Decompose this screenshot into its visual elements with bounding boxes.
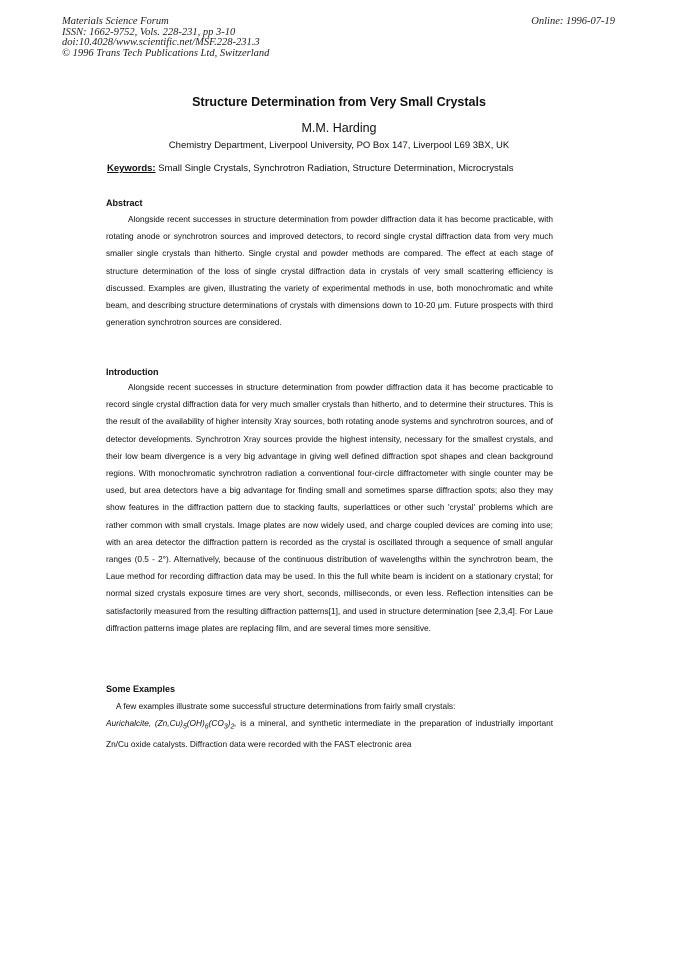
introduction-body [106, 379, 553, 637]
examples-body [106, 698, 553, 753]
examples-intro: A few examples illustrate some successful structure determinations from fairly small crystals: [116, 701, 456, 711]
journal-name: Materials Science Forum [62, 16, 169, 27]
keywords-text: Small Single Crystals, Synchrotron Radiation, Structure Determination, Microcrystals [158, 163, 514, 174]
copyright-line: © 1996 Trans Tech Publications Ltd, Switzerland [62, 47, 270, 59]
introduction-text: Alongside recent successes in structure determination from powder diffraction data it has become practicable to record single crystal diffraction data for very much smaller crystals than hitherto, and to determine their structures. This is the result of the availability of higher intensity Xray sources, both rotating anode systems and synchrotron sources, and of detector developments. Synchrotron Xray sources provide the highest intensity, necessary for the smallest crystals, and their low beam divergence is a very big advantage in giving well defined diffraction spot shapes and clean background regions. With monochromatic synchrotron radiation a conventional four-circle diffractometer with single counter may be used, but area detectors have a big advantage for finding small and sometimes sparse diffraction spots; also they may show features in the diffraction pattern due to stacking faults, superlattices or other such 'crystal' problems which are rather common with small crystals. Image plates are now widely used, and charge coupled devices are coming into use; with an area detector the diffraction pattern is recorded as the crystal is oscillated through a sequence of small angular ranges (0.5 - 2°). Alternatively, because of the continuous distribution of wavelengths within the synchrotron beam, the Laue method for recording diffraction data may be used. In this the full white beam is incident on a stationary crystal; for normal sized crystals exposure times are very short, seconds, milliseconds, or even less. Reflection intensities can be satisfactorily measured from the resulting diffraction patterns[1], and used in structure determination [see 2,3,4]. For Laue diffraction patterns image plates are replacing film, and are several times more sensitive. [106, 382, 553, 633]
author-name: M.M. Harding [301, 121, 377, 135]
author-affiliation: Chemistry Department, Liverpool University, PO Box 147, Liverpool L69 3BX, UK [168, 140, 510, 151]
examples-heading: Some Examples [106, 684, 176, 694]
introduction-heading: Introduction [106, 367, 159, 377]
abstract-text: Alongside recent successes in structure determination from powder diffraction data it has become practicable, with rotating anode or synchrotron sources and improved detectors, to record single crystal diffraction data from very much smaller single crystals than hitherto. Single crystal and powder methods are compared. The effect at each stage of structure determination of the loss of single crystal diffraction data in crystals of very small scattering efficiency is discussed. Examples are given, illustrating the variety of experimental methods in use, both monochromatic and white beam, and describing structure determinations of crystals with dimensions down to 10-20 μm. Future prospects with third generation synchrotron sources are considered. [106, 214, 553, 328]
mineral-name: Aurichalcite, [106, 718, 152, 729]
examples-text: is a mineral, and synthetic intermediate in the preparation of industrially important Zn/Cu oxide catalysts. Diffraction data were recorded with the FAST electronic area [106, 718, 553, 750]
paper-title: Structure Determination from Very Small Crystals [192, 95, 486, 109]
online-date: Online: 1996-07-19 [531, 16, 615, 27]
keywords-line [107, 163, 514, 174]
keywords-label: Keywords: [107, 163, 156, 174]
doi-link[interactable]: doi:10.4028/www.scientific.net/MSF.228-231.3 [62, 37, 260, 48]
abstract-body [106, 211, 553, 331]
issn-line: ISSN: 1662-9752, Vols. 228-231, pp 3-10 [62, 26, 236, 38]
journal-header [62, 17, 269, 59]
abstract-heading: Abstract [106, 198, 143, 208]
mineral-formula: $(Zn,Cu)_5(OH)_6(CO_3)_2$, [154, 718, 237, 731]
